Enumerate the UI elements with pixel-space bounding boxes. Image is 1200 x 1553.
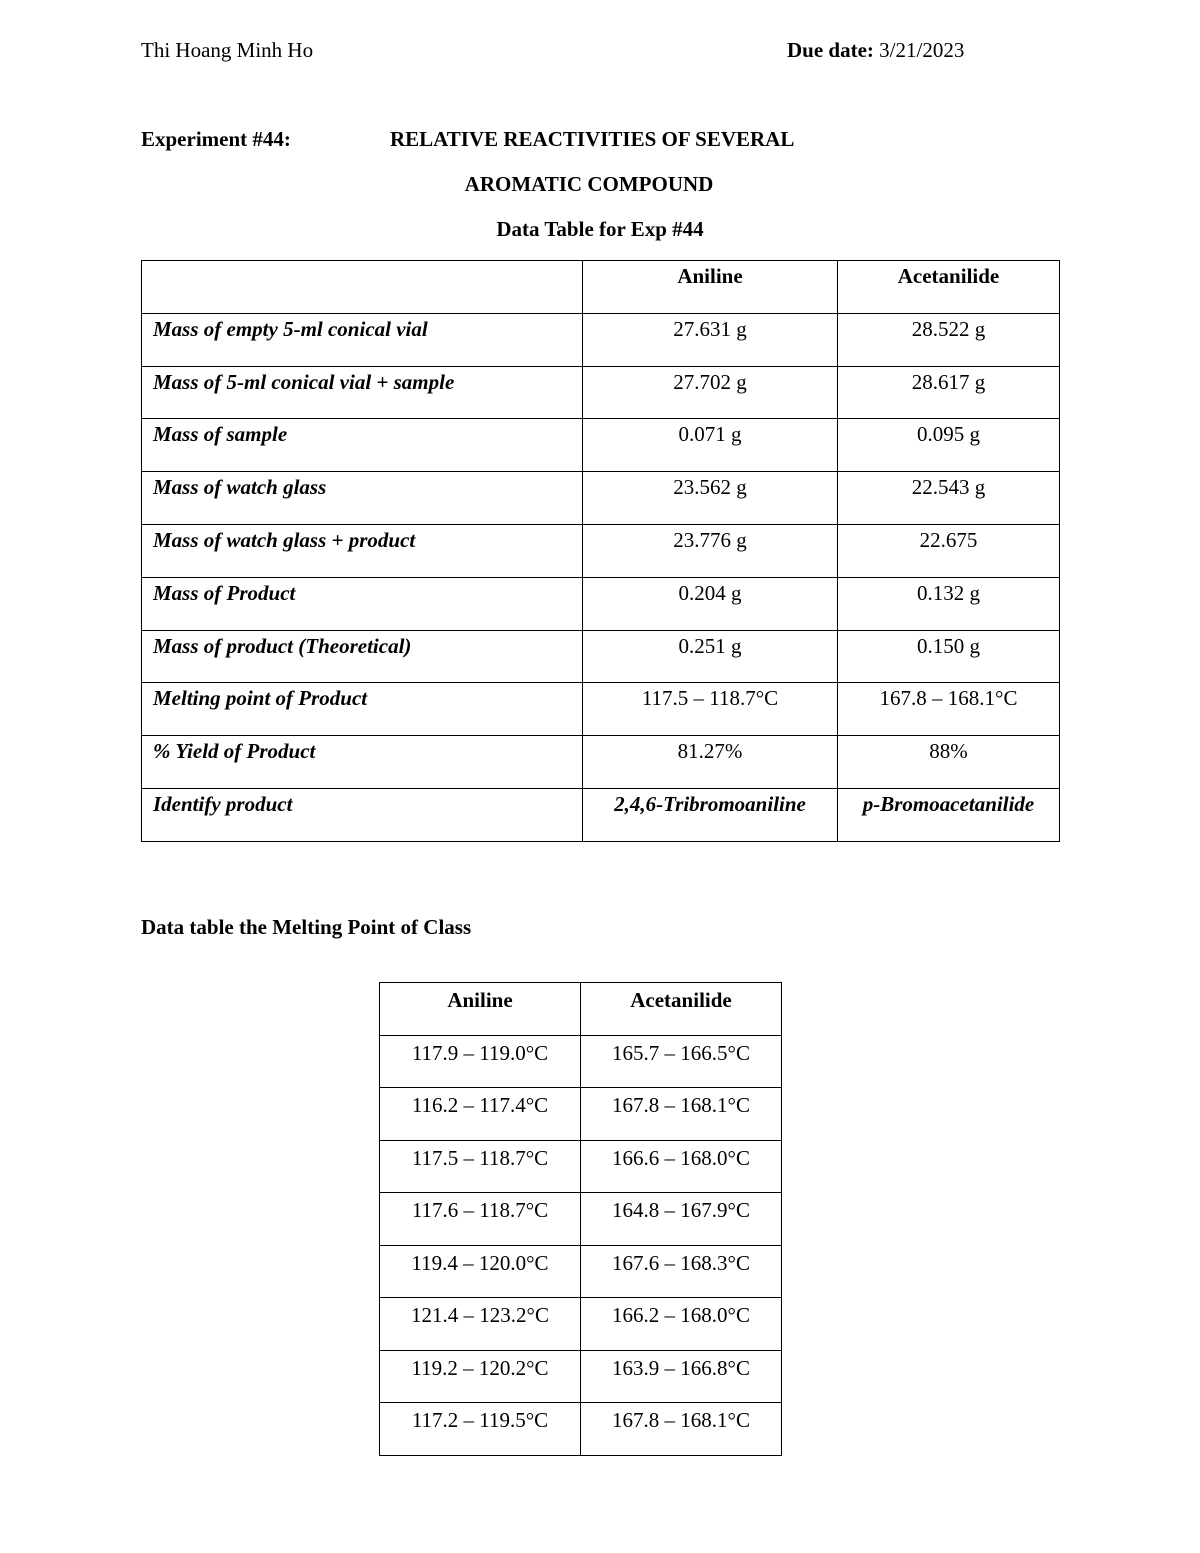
- aniline-mp: 119.4 – 120.0°C: [380, 1245, 581, 1298]
- acetanilide-mp: 163.9 – 166.8°C: [581, 1350, 782, 1403]
- aniline-product: 2,4,6-Tribromoaniline: [583, 788, 838, 841]
- aniline-value: 0.251 g: [583, 630, 838, 683]
- class-melting-point-table: [379, 982, 782, 1456]
- table-row: [380, 1245, 782, 1298]
- aniline-value: 0.071 g: [583, 419, 838, 472]
- aniline-mp: 117.9 – 119.0°C: [380, 1035, 581, 1088]
- table-row: [142, 313, 1060, 366]
- aniline-mp: 121.4 – 123.2°C: [380, 1298, 581, 1351]
- acetanilide-value: 28.617 g: [838, 366, 1060, 419]
- author-name: Thi Hoang Minh Ho: [141, 38, 314, 62]
- row-label: Mass of empty 5-ml conical vial: [142, 313, 583, 366]
- table-row: [142, 577, 1060, 630]
- acetanilide-value: 0.150 g: [838, 630, 1060, 683]
- header-cell-blank: [142, 261, 583, 314]
- table-row: [142, 524, 1060, 577]
- acetanilide-mp: 164.8 – 167.9°C: [581, 1193, 782, 1246]
- aniline-mp: 116.2 – 117.4°C: [380, 1088, 581, 1141]
- acetanilide-value: 88%: [838, 736, 1060, 789]
- table1-caption: Data Table for Exp #44: [496, 217, 704, 241]
- acetanilide-value: 0.095 g: [838, 419, 1060, 472]
- acetanilide-product: p-Bromoacetanilide: [838, 788, 1060, 841]
- table-row: [380, 1088, 782, 1141]
- aniline-value: 27.702 g: [583, 366, 838, 419]
- aniline-mp: 117.2 – 119.5°C: [380, 1403, 581, 1456]
- aniline-value: 81.27%: [583, 736, 838, 789]
- aniline-value: 0.204 g: [583, 577, 838, 630]
- header-cell-aniline: Aniline: [583, 261, 838, 314]
- acetanilide-mp: 167.6 – 168.3°C: [581, 1245, 782, 1298]
- acetanilide-mp: 166.2 – 168.0°C: [581, 1298, 782, 1351]
- acetanilide-value: 167.8 – 168.1°C: [838, 683, 1060, 736]
- row-label: Mass of 5-ml conical vial + sample: [142, 366, 583, 419]
- table-row: [380, 1035, 782, 1088]
- experiment-label: Experiment #44:: [141, 127, 291, 151]
- table-row: [142, 419, 1060, 472]
- acetanilide-value: 28.522 g: [838, 313, 1060, 366]
- table2-caption: Data table the Melting Point of Class: [141, 915, 472, 939]
- acetanilide-mp: 167.8 – 168.1°C: [581, 1403, 782, 1456]
- table-row: [142, 683, 1060, 736]
- experiment-title-line2: AROMATIC COMPOUND: [464, 172, 714, 196]
- experiment-title-line1: RELATIVE REACTIVITIES OF SEVERAL: [390, 127, 795, 151]
- row-label: Mass of watch glass: [142, 472, 583, 525]
- header-cell-acetanilide: Acetanilide: [581, 983, 782, 1036]
- aniline-mp: 119.2 – 120.2°C: [380, 1350, 581, 1403]
- table-row: [380, 1403, 782, 1456]
- row-label: Mass of watch glass + product: [142, 524, 583, 577]
- table-row: [380, 1350, 782, 1403]
- acetanilide-value: 22.543 g: [838, 472, 1060, 525]
- experiment-data-table: [141, 260, 1060, 842]
- acetanilide-mp: 166.6 – 168.0°C: [581, 1140, 782, 1193]
- table-row: [142, 630, 1060, 683]
- due-date-label: Due date:: [787, 38, 874, 62]
- table-row: [142, 366, 1060, 419]
- table-row: [380, 1193, 782, 1246]
- aniline-value: 23.776 g: [583, 524, 838, 577]
- acetanilide-value: 22.675: [838, 524, 1060, 577]
- header-cell-aniline: Aniline: [380, 983, 581, 1036]
- acetanilide-mp: 167.8 – 168.1°C: [581, 1088, 782, 1141]
- row-label: Mass of sample: [142, 419, 583, 472]
- aniline-mp: 117.6 – 118.7°C: [380, 1193, 581, 1246]
- table-header-row: [142, 261, 1060, 314]
- table-row: [380, 1140, 782, 1193]
- acetanilide-value: 0.132 g: [838, 577, 1060, 630]
- row-label: Mass of Product: [142, 577, 583, 630]
- table-row: [142, 736, 1060, 789]
- due-date-value: 3/21/2023: [879, 38, 965, 62]
- table-header-row: [380, 983, 782, 1036]
- header-cell-acetanilide: Acetanilide: [838, 261, 1060, 314]
- row-label: Mass of product (Theoretical): [142, 630, 583, 683]
- row-label: Melting point of Product: [142, 683, 583, 736]
- table-row: [380, 1298, 782, 1351]
- aniline-value: 23.562 g: [583, 472, 838, 525]
- aniline-value: 117.5 – 118.7°C: [583, 683, 838, 736]
- row-label: Identify product: [142, 788, 583, 841]
- acetanilide-mp: 165.7 – 166.5°C: [581, 1035, 782, 1088]
- row-label: % Yield of Product: [142, 736, 583, 789]
- due-date: [787, 38, 964, 63]
- table-row: [142, 472, 1060, 525]
- aniline-mp: 117.5 – 118.7°C: [380, 1140, 581, 1193]
- aniline-value: 27.631 g: [583, 313, 838, 366]
- table-row: [142, 788, 1060, 841]
